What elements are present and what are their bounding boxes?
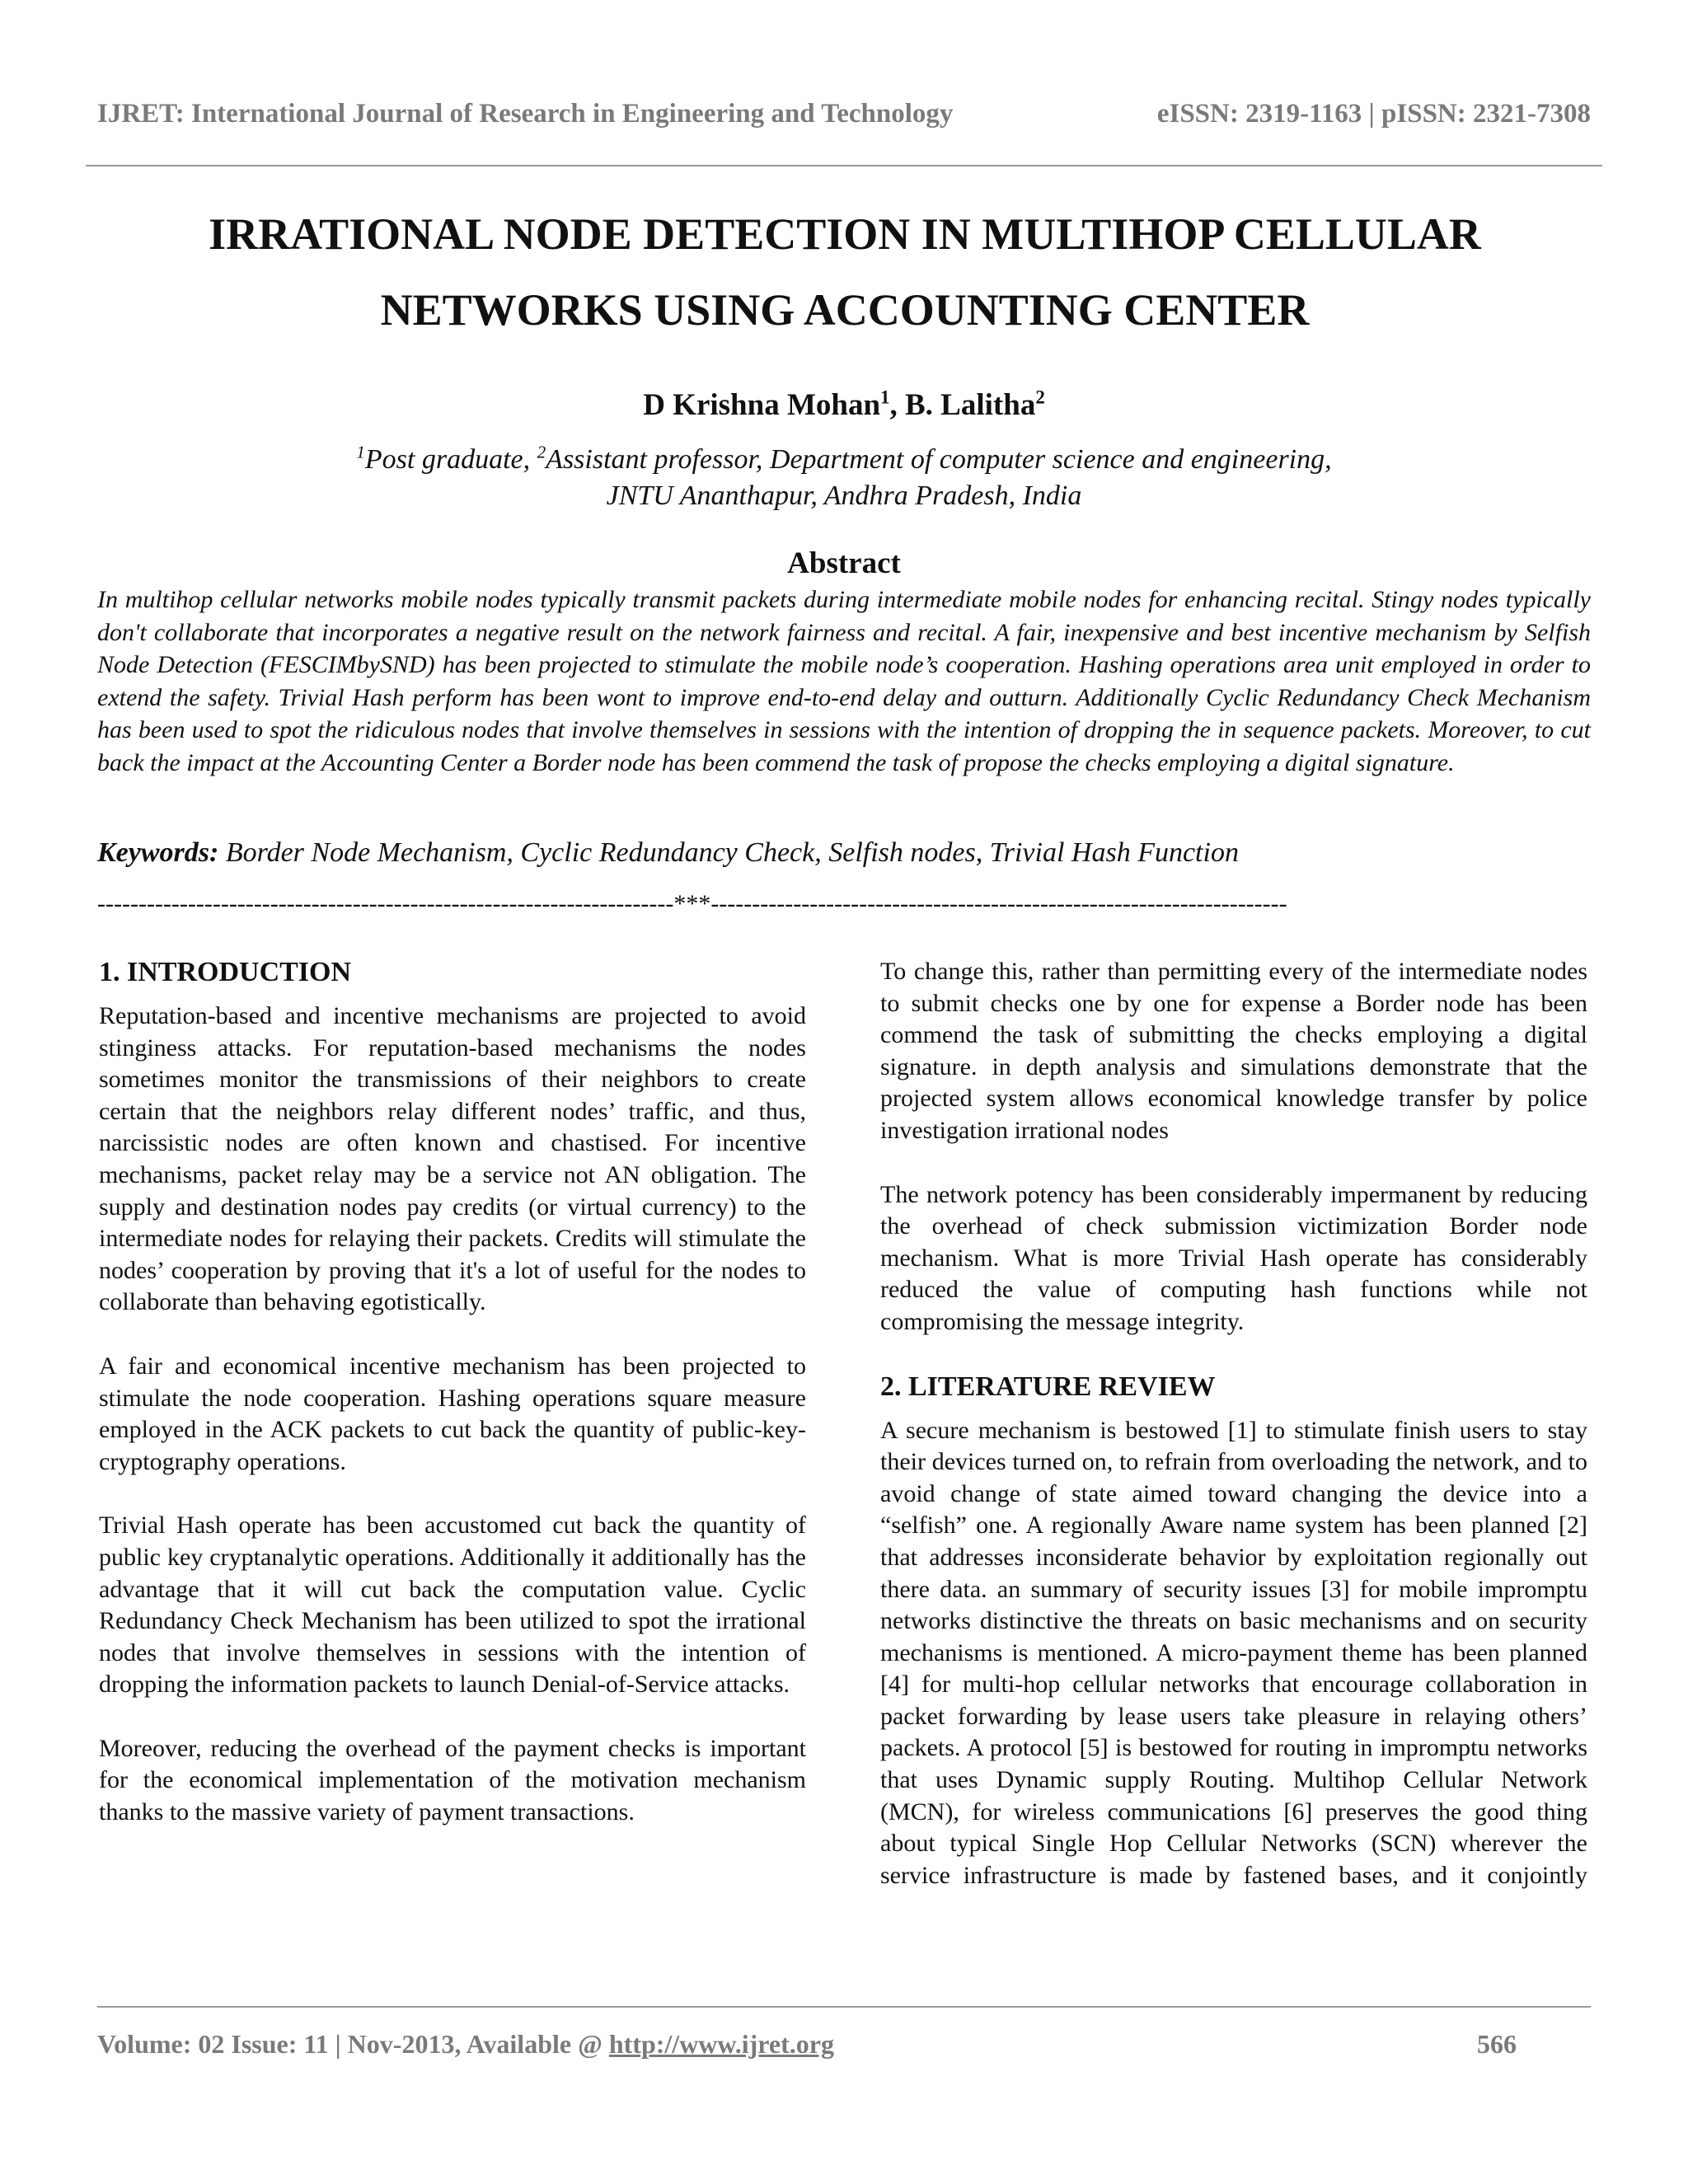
abstract-heading: Abstract [787,546,901,580]
journal-url-link[interactable]: http://www.ijret.org [608,2029,834,2059]
right-column [880,956,1587,1924]
header-divider [86,165,1602,166]
intro-paragraph-5: To change this, rather than permitting every of the intermediate nodes to submit checks one by one for expense a Border node has been commend the task of submitting the checks employing a digital signature. in depth analysis and simulations demonstrate that the projected system allows economical knowledge transfer by police investigation irrational nodes [880,958,1587,1144]
footer-volume-info [97,2029,834,2060]
footer-divider [97,2006,1591,2008]
literature-heading: 2. LITERATURE REVIEW [880,1371,1216,1402]
author-2: B. Lalitha [905,388,1036,422]
intro-paragraph-6: The network potency has been considerably impermanent by reducing the overhead of check submission victimization Border node mechanism. What is more Trivial Hash operate has considerably reduced the value of computing hash functions while not compromising the message integrity. [880,1180,1587,1335]
affil-mark-2: 2 [537,442,546,462]
left-column [99,956,806,1861]
intro-heading: 1. INTRODUCTION [99,957,352,987]
intro-paragraph-1: Reputation-based and incentive mechanisms are projected to avoid stinginess attacks. For reputation-based mechanisms the nodes sometimes monitor the transmissions of their neighbors to create certain that the neighbors relay different nodes’ traffic, and thus, narcissistic nodes are often known and chastised. For incentive mechanisms, packet relay may be a service not AN obligation. The supply and destination nodes pay credits (or virtual currency) to the intermediate nodes for relaying their packets. Credits will stimulate the nodes’ cooperation by proving that it's a lot of useful for the nodes to collaborate than behaving egotistically. [99,1002,806,1316]
affiliation-line-2: JNTU Ananthapur, Andhra Pradesh, India [606,480,1082,511]
journal-name: IJRET: International Journal of Research in Engineering and Technology [97,99,954,129]
running-header [97,99,1591,129]
page-number: 566 [1477,2029,1517,2059]
intro-paragraph-2: A fair and economical incentive mechanism has been projected to stimulate the node cooperation. Hashing operations square measure employed in the ACK packets to cut back the quantity of public-key- cryptography operations. [99,1352,806,1475]
issn-info: eISSN: 2319-1163 | pISSN: 2321-7308 [1156,99,1591,129]
running-footer [97,2029,1517,2060]
keywords-label: Keywords: [97,837,219,868]
title-line-2: NETWORKS USING ACCOUNTING CENTER [380,285,1310,335]
literature-paragraph-1: A secure mechanism is bestowed [1] to stimulate finish users to stay their devices turned on, to refrain from overloading the network, and to avoid change of state aimed toward changing the device into a “selfish” one. A regionally Aware name system has been planned [2] that addresses inconsiderate behavior by exploitation regionally out there data. an summary of security issues [3] for mobile impromptu networks distinctive the threats on basic mechanisms and on security mechanisms is mentioned. A micro-payment theme has been planned [4] for multi-hop cellular networks that encourage collaboration in packet forwarding by lease users take pleasure in relaying others’ packets. A protocol [5] is bestowed for routing in impromptu networks that uses Dynamic supply Routing. Multihop Cellular Network (MCN), for wireless communications [6] preserves the good thing about typical Single Hop Cellular Networks (SCN) wherever the service infrastructure is made by fastened bases, and it conjointly [880,1416,1587,1889]
affil-role-1: Post graduate, [364,444,537,475]
author-2-affil-mark: 2 [1035,387,1045,408]
affiliation-line-1 [0,442,1688,478]
intro-paragraph-3: Trivial Hash operate has been accustomed cut back the quantity of public key cryptanalytic operations. Additionally it additionally has the advantage that it will cut back the computation value. Cyclic Redundancy Check Mechanism has been utilized to spot the irrational nodes that involve themselves in sessions with the intention of dropping the information packets to launch Denial-of-Service attacks. [99,1511,806,1699]
affil-mark-1: 1 [356,442,365,462]
author-1: D Krishna Mohan [643,388,881,422]
keywords-text: Border Node Mechanism, Cyclic Redundancy Check, Selfish nodes, Trivial Hash Function [218,837,1239,868]
title-line-1: IRRATIONAL NODE DETECTION IN MULTIHOP CELLULAR [209,209,1481,259]
keywords [97,837,1591,869]
affil-role-2: Assistant professor, Department of computer science and engineering, [546,444,1332,475]
author-separator: , [889,388,905,422]
paper-title [115,196,1574,348]
affiliation [0,442,1688,514]
intro-paragraph-4: Moreover, reducing the overhead of the payment checks is important for the economical implementation of the motivation mechanism thanks to the massive variety of payment transactions. [99,1734,806,1826]
author-list [0,387,1688,423]
abstract-text: In multihop cellular networks mobile nodes typically transmit packets during intermediate mobile nodes for enhancing recital. Stingy nodes typically don't collaborate that incorporates a negative result on the network fairness and recital. A fair, inexpensive and best incentive mechanism by Selfish Node Detection (FESCIMbySND) has been projected to stimulate the mobile node’s cooperation. Hashing operations area unit employed in order to extend the safety. Trivial Hash perform has been wont to improve end-to-end delay and outturn. Additionally Cyclic Redundancy Check Mechanism has been used to spot the ridiculous nodes that involve themselves in sessions with the intention of dropping the in sequence packets. Moreover, to cut back the impact at the Accounting Center a Border node has been commend the task of propose the checks employing a digital signature. [97,586,1591,776]
footer-volume-text: Volume: 02 Issue: 11 | Nov-2013, Available @ [97,2029,609,2059]
section-separator: ----------------------------------------------------------------------***---------------------------------------------------------------------- [97,890,1287,917]
author-1-affil-mark: 1 [880,387,890,408]
